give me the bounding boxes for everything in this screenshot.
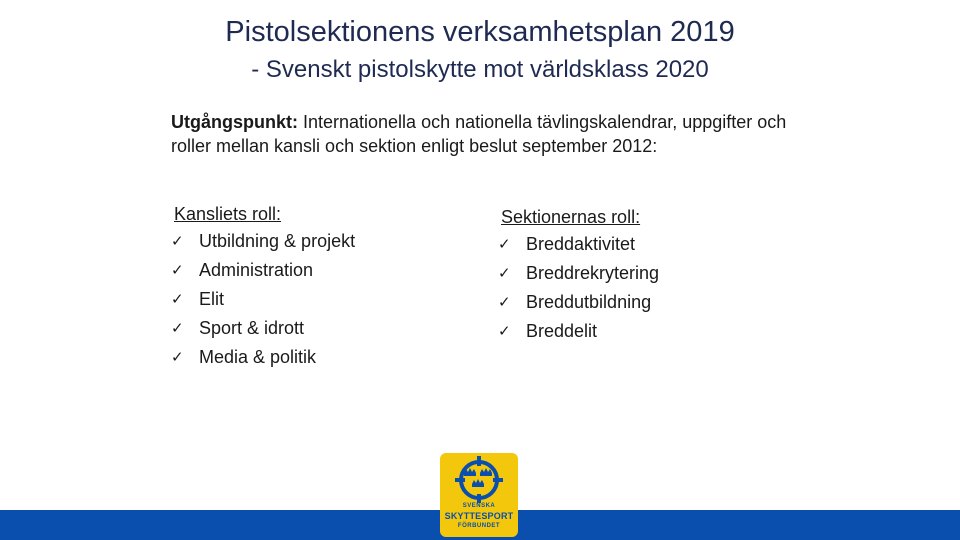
list-item <box>498 230 659 259</box>
list-item <box>498 288 659 317</box>
list-item-label: Breddutbildning <box>526 292 652 312</box>
logo-line-1: SVENSKA <box>462 503 496 509</box>
list-item-label: Breddrekrytering <box>526 263 660 283</box>
list-item-label: Sport & idrott <box>199 318 305 338</box>
list-item-label: Elit <box>199 289 225 309</box>
right-column-heading: Sektionernas roll: <box>501 207 641 227</box>
list-item-label: Administration <box>199 260 314 280</box>
left-list <box>171 227 355 372</box>
check-icon: ✓ <box>171 261 184 279</box>
right-column <box>498 204 659 346</box>
check-icon: ✓ <box>171 348 184 366</box>
list-item <box>171 343 355 372</box>
list-item <box>498 259 659 288</box>
intro-paragraph <box>171 110 791 158</box>
logo-line-3: FÖRBUNDET <box>457 523 501 529</box>
intro-lead: Utgångspunkt: <box>171 112 298 132</box>
left-column-heading: Kansliets roll: <box>174 204 282 224</box>
crosshair-crowns-icon <box>440 453 518 505</box>
slide-subtitle: - Svenskt pistolskytte mot världsklass 2020 <box>251 56 709 83</box>
check-icon: ✓ <box>171 232 184 250</box>
federation-logo <box>440 453 518 537</box>
list-item <box>171 256 355 285</box>
logo-line-2: SKYTTESPORT <box>444 511 514 521</box>
right-list <box>498 230 659 346</box>
check-icon: ✓ <box>171 319 184 337</box>
check-icon: ✓ <box>498 322 511 340</box>
list-item-label: Utbildning & projekt <box>199 231 356 251</box>
left-column <box>171 201 355 372</box>
list-item <box>171 314 355 343</box>
list-item-label: Breddelit <box>526 321 598 341</box>
list-item-label: Breddaktivitet <box>526 234 636 254</box>
slide-title: Pistolsektionens verksamhetsplan 2019 <box>225 16 735 48</box>
check-icon: ✓ <box>498 235 511 253</box>
check-icon: ✓ <box>498 293 511 311</box>
list-item <box>498 317 659 346</box>
check-icon: ✓ <box>498 264 511 282</box>
intro-text: Internationella och nationella tävlingskalendrar, uppgifter och roller mellan kansli och sektion enligt beslut september 2012: <box>171 112 787 156</box>
list-item <box>171 227 355 256</box>
list-item-label: Media & politik <box>199 347 317 367</box>
list-item <box>171 285 355 314</box>
check-icon: ✓ <box>171 290 184 308</box>
